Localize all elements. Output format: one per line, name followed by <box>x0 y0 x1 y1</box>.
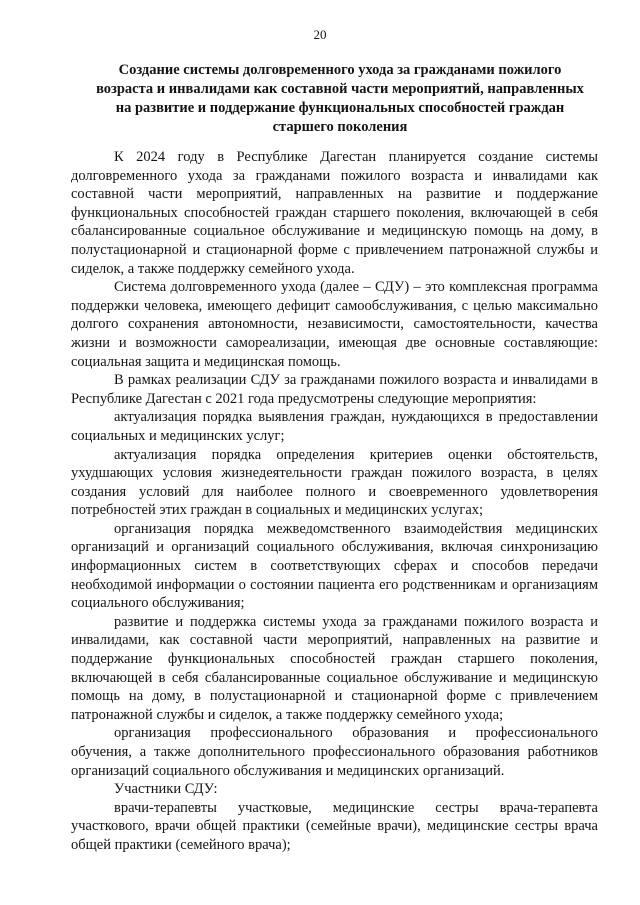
list-item: организация профессионального образования и профессионального обучения, а также дополнительного профессионального образования работников организаций социального обслуживания и медицинских организаций. <box>71 725 598 779</box>
list-item: организация порядка межведомственного взаимодействия медицинских организаций и организаций социального обслуживания, включая синхронизацию информационных систем в соответствующих сферах и способов передачи необходимой информации о состоянии пациента его родственникам и организациям социального обслуживания; <box>71 520 598 612</box>
page-number: 20 <box>313 27 327 42</box>
paragraph: Участники СДУ: <box>114 781 218 798</box>
paragraph: В рамках реализации СДУ за гражданами пожилого возраста и инвалидами в Республике Дагестан с 2021 года предусмотрены следующие мероприятия: <box>71 372 598 407</box>
list-item: развитие и поддержка системы ухода за гражданами пожилого возраста и инвалидами, как составной части мероприятий, направленных на развитие и поддержание функциональных способностей граждан старшего поколения, включающей в себя сбалансированные социальное обслуживание и медицинскую помощь на дому, в полустационарной и стационарной форме с привлечением патронажной службы и сиделок, а также поддержку семейного ухода; <box>71 613 598 723</box>
list-item: врачи-терапевты участковые, медицинские сестры врача-терапевта участкового, врачи общей практики (семейные врачи), медицинские сестры врача общей практики (семейного врача); <box>71 799 598 853</box>
list-item: актуализация порядка определения критериев оценки обстоятельств, ухудшающих условия жизнедеятельности граждан пожилого возраста, в целях создания условий для наиболее полного и своевременного удовлетворения потребностей этих граждан в социальных и медицинских услугах; <box>71 446 598 519</box>
list-item: актуализация порядка выявления граждан, нуждающихся в предоставлении социальных и медицинских услуг; <box>71 409 598 444</box>
section-title: Создание системы долговременного ухода за гражданами пожилого возраста и инвалидами как составной части мероприятий, направленных на развитие и поддержание функциональных способностей граждан старшего поколения <box>96 62 584 135</box>
paragraph: К 2024 году в Республике Дагестан планируется создание системы долговременного ухода за гражданами пожилого возраста и инвалидами как составной части мероприятий, направленных на развитие и поддержание функциональных способностей граждан старшего поколения, включающей в себя сбалансированные социальное обслуживание и медицинскую помощь на дому, в полустационарной и стационарной форме с привлечением патронажной службы и сиделок, а также поддержку семейного ухода. <box>71 149 598 277</box>
paragraph: Система долговременного ухода (далее – СДУ) – это комплексная программа поддержки человека, имеющего дефицит самообслуживания, с целью максимально долгого сохранения автономности, независимости, самостоятельности, качества жизни и возможности самореализации, имеющая две основные составляющие: социальная защита и медицинская помощь. <box>71 279 598 370</box>
body-text <box>71 148 598 855</box>
